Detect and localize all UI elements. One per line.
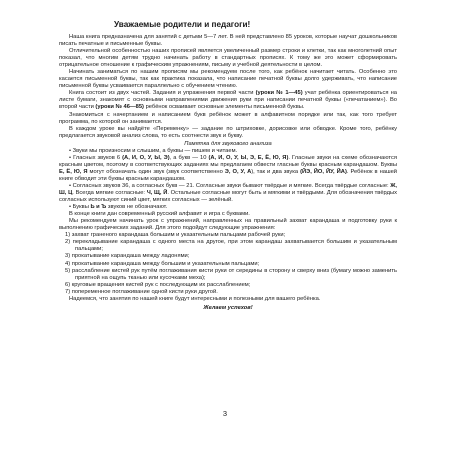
paragraph-exercises: Мы рекомендуем начинать урок с упражнений, направленных на правильный захват карандаша и подготовку руки к выполнению графических заданий. Для этого подойдут следующие упражнения:	[59, 218, 397, 232]
text-run: могут обозначать один звук (звук соответственно	[87, 168, 225, 175]
hard-consonants: Ж, Ш, Ц	[59, 182, 398, 197]
paragraph-features: Отличительной особенностью наших прописей является увеличенный размер строки и клетки, так как многолетний опыт показал, что многим детям трудно начинать работу в стандартных прописях. К тому же это может сформировать отрицательное отношение к графическим упражнениям, письму и учебной деятельности в целом.	[59, 48, 397, 69]
list-item: 3) прокатывание карандаша между ладонями;	[65, 253, 190, 260]
paragraph-closing: Надеемся, что занятия по нашей книге будут интересными и полезными для вашего ребёнка.	[69, 295, 321, 302]
lessons-part-one: (уроки № 1—45)	[255, 90, 303, 97]
paragraph-intro: Наша книга предназначена для занятий с детьми 5—7 лет. В ней представлено 85 уроков, которые научат дошкольников писать печатные и письменные буквы.	[59, 34, 397, 48]
list-item: 4) прокатывание карандаша между большим и указательным пальцами;	[65, 260, 260, 267]
text-run: ), так и два звука	[251, 168, 301, 175]
memo-item-consonants	[59, 183, 397, 204]
lessons-part-two: (уроки № 46—85)	[95, 104, 144, 111]
list-item: 7) попеременное поглаживание одной кисти руки другой.	[65, 288, 218, 295]
text-run: , а букв — 10	[169, 154, 209, 161]
paragraph-lessons: В каждом уроке вы найдёте «Переменку» — задание по штриховке, дорисовке или обводке. Кроме того, ребёнку предлагается звуковой анализ слова, то есть соотнести звук и букву.	[59, 125, 397, 139]
paragraph-start: Начинать заниматься по нашим прописям мы рекомендуем после того, как ребёнок начитает читать. Особенно это касается письменной буквы, так как практика показала, что написание печатной буквы долго удерживать, что написание письменной буквы усваивается параллельно с обучением чтению.	[59, 69, 397, 90]
text-run: • Согласных звуков 36, а согласных букв — 21. Согласные звуки бывают твёрдые и мягкие. Всегда твёрдые согласные:	[69, 182, 391, 189]
page-number: 3	[222, 409, 228, 418]
text-run: звуков не обозначают.	[106, 204, 168, 211]
soft-consonants: Ч, Щ, Й	[146, 190, 168, 197]
page-title: Уважаемые родители и педагоги!	[114, 20, 251, 29]
list-item: 2) перекладывание карандаша с одного места на другое, при этом карандаш захватывается большим и указательным пальцами;	[65, 239, 397, 253]
text-run: ребёнок осваивает основные элементы письменной буквы.	[143, 104, 305, 111]
vowel-letters: (А, И, О, У, Ы, Э, Е, Ё, Ю, Я)	[208, 154, 289, 161]
text-run: . Ребёнок в нашей книге обводит эти буквы красным карандашом.	[59, 168, 397, 182]
memo-item-vowels	[59, 155, 397, 183]
list-item: 1) захват граненого карандаша большим и указательным пальцами рабочей руки;	[65, 232, 286, 239]
double-sounds: (ЙЭ, ЙО, ЙУ, ЙА)	[300, 168, 347, 175]
iotated-letters: Е, Ё, Ю, Я	[59, 168, 88, 175]
text-run: . Всегда мягкие согласные:	[72, 190, 147, 197]
closing-wish: Желаем успехов!	[203, 304, 253, 311]
exercise-list	[59, 232, 397, 295]
text-run: . Гласные звуки на схеме обозначаются красным цветом, поэтому в соответствующих заданиях мы предлагаем обвести гласные буквы красным карандашом. Буквы	[59, 154, 397, 168]
vowel-sounds: (А, И, О, У, Ы, Э)	[122, 154, 170, 161]
paragraph-alphabet: В конце книги дан современный русский алфавит и игра с буквами.	[69, 211, 250, 218]
list-item: 6) круговые вращения кистей рук с последующим их расслаблением;	[65, 281, 251, 288]
text-run: Книга состоит из двух частей. Задания и упражнения первой части	[69, 90, 256, 97]
page-content	[59, 20, 397, 312]
single-sounds: Э, О, У, А	[224, 168, 252, 175]
text-run: • Буквы	[69, 204, 91, 211]
sign-letters: Ь и Ъ	[90, 204, 107, 211]
memo-item-sounds: • Звуки мы произносим и слышим, а буквы — пишем и читаем.	[69, 147, 238, 154]
paragraph-order: Знакомиться с начертанием и написанием букв ребёнок может в алфавитном порядке или так, как того требует программа, по которой он занимается.	[59, 111, 397, 125]
text-run: учат ребёнка ориентироваться на листе бумаги, знакомят с основными направлениями движения руки при написании печатной буквы («печатанием»). Во второй части	[59, 90, 397, 111]
list-item: 5) расслабление кистей рук путём поглаживания кисти руки от середины в сторону и сверху вниз (бумагу можно заменить приятной на ощупь тканью или кусочками меха);	[65, 267, 397, 281]
text-run: . Остальные согласные могут быть и мягкими и твёрдыми. Для обозначения твёрдых согласных используют синий цвет, мягких согласных — зелёный.	[59, 190, 397, 204]
text-run: • Гласных звуков 6	[69, 154, 123, 161]
paragraph-structure	[59, 90, 397, 111]
memo-title: Памятка для звукового анализа	[184, 140, 272, 147]
